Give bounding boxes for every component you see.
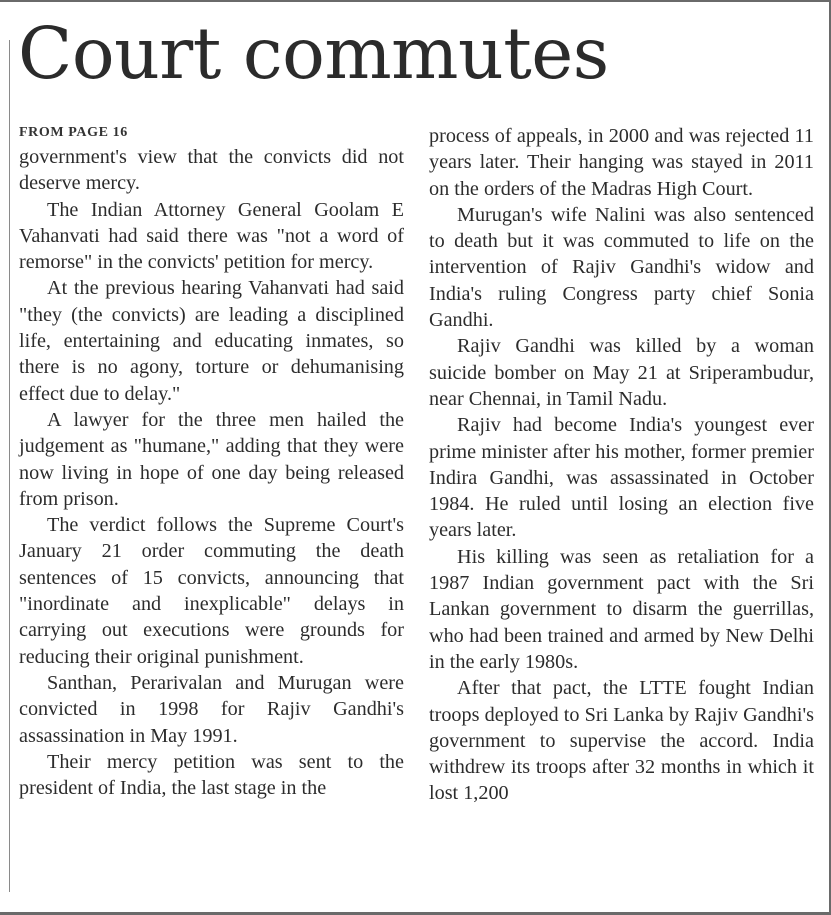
paragraph: Santhan, Perarivalan and Murugan were convicted in 1998 for Rajiv Gandhi's assassination in May 1991.	[19, 671, 404, 747]
paragraph: At the previous hearing Vahanvati had said "they (the convicts) are leading a disciplined life, entertaining and educating inmates, so there is no agony, torture or dehumanising effect due to delay."	[19, 277, 404, 405]
column-rule	[9, 40, 10, 892]
paragraph: process of appeals, in 2000 and was rejected 11 years later. Their hanging was stayed in 2011 on the orders of the Madras High Court.	[429, 125, 814, 200]
article-column-right	[429, 123, 814, 807]
continuation-kicker: FROM PAGE 16	[19, 125, 128, 140]
paragraph: Rajiv had become India's youngest ever prime minister after his mother, former premier Indira Gandhi, was assassinated in October 1984. He ruled until losing an election five years later.	[429, 414, 814, 542]
paragraph: After that pact, the LTTE fought Indian troops deployed to Sri Lanka by Rajiv Gandhi's government to supervise the accord. India withdrew its troops after 32 months in which it lost 1,200	[429, 677, 814, 805]
paragraph: The verdict follows the Supreme Court's January 21 order commuting the death sentences of 15 convicts, announcing that "inordinate and inexplicable" delays in carrying out executions were grounds for reducing their original punishment.	[19, 514, 404, 668]
paragraph: Murugan's wife Nalini was also sentenced to death but it was commuted to life on the intervention of Rajiv Gandhi's widow and India's ruling Congress party chief Sonia Gandhi.	[429, 203, 814, 332]
paragraph: His killing was seen as retaliation for a 1987 Indian government pact with the Sri Lankan government to disarm the guerrillas, who had been trained and armed by New Delhi in the early 1980s.	[429, 545, 814, 673]
headline: Court commutes	[18, 12, 609, 95]
paragraph: Their mercy petition was sent to the president of India, the last stage in the	[19, 750, 404, 800]
paragraph: The Indian Attorney General Goolam E Vahanvati had said there was "not a word of remorse" in the convicts' petition for mercy.	[19, 198, 404, 274]
paragraph: government's view that the convicts did not deserve mercy.	[19, 146, 404, 195]
paragraph: Rajiv Gandhi was killed by a woman suicide bomber on May 21 at Sriperambudur, near Chennai, in Tamil Nadu.	[429, 335, 814, 410]
article-column-left	[19, 123, 404, 801]
paragraph: A lawyer for the three men hailed the judgement as "humane," adding that they were now living in hope of one day being released from prison.	[19, 408, 404, 510]
